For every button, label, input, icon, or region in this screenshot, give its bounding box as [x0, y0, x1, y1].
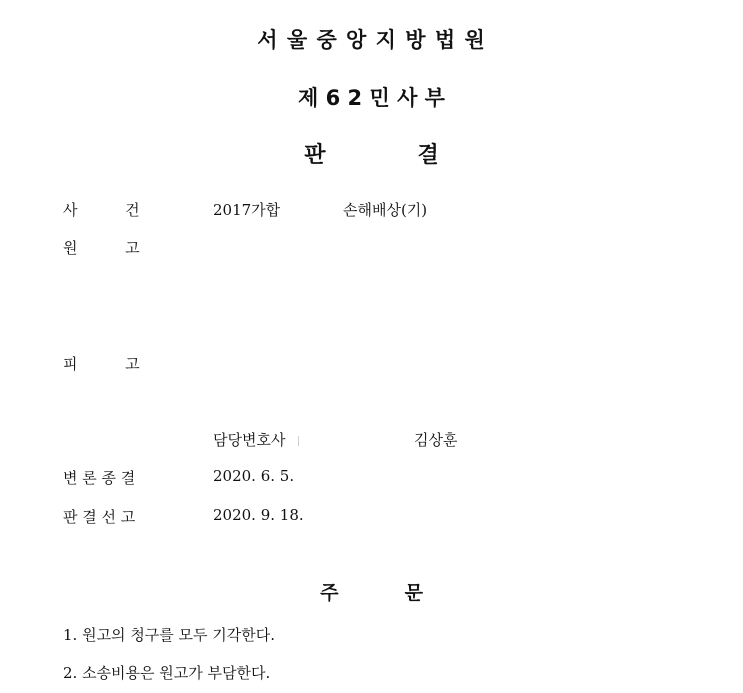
closing-label: 변 론 종 결 — [63, 469, 136, 487]
case-name: 손해배상(기) — [343, 201, 428, 219]
judgment-date: 2020. 9. 18. — [213, 506, 304, 524]
case-number: 2017가합 — [213, 201, 281, 219]
defendant-label: 피 고 — [63, 355, 140, 373]
order-item: 1. 원고의 청구를 모두 기각한다. — [63, 626, 276, 644]
closing-date: 2020. 6. 5. — [213, 467, 295, 485]
order-heading: 주 문 — [320, 582, 423, 604]
counsel-name: 김상훈 — [414, 431, 458, 449]
document-type: 판 결 — [304, 143, 439, 168]
court-name: 서 울 중 앙 지 방 법 원 — [257, 28, 486, 52]
case-label: 사 건 — [63, 201, 140, 219]
plaintiff-label: 원 고 — [63, 239, 140, 257]
court-division: 제 6 2 민 사 부 — [298, 86, 445, 110]
redaction-mark — [298, 436, 299, 446]
order-item: 2. 소송비용은 원고가 부담한다. — [63, 664, 271, 682]
judgment-date-label: 판 결 선 고 — [63, 508, 136, 526]
counsel-label: 담당변호사 — [213, 431, 286, 449]
